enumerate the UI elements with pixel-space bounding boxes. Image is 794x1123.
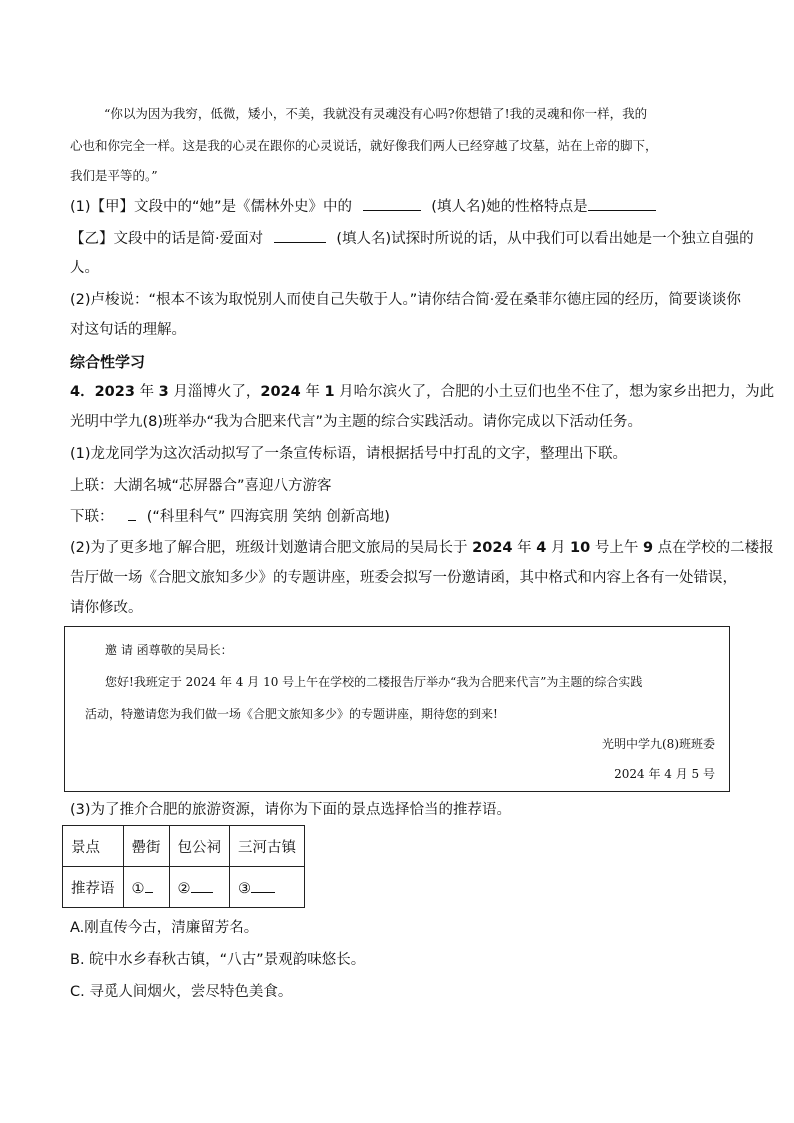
- q4-text: 年: [139, 384, 155, 400]
- q4-text: 月淄博火了，: [173, 384, 261, 400]
- q4-month-1: 1: [324, 384, 335, 400]
- q4-text: 点在学校的二楼报: [657, 540, 774, 556]
- table-cell-answer-1[interactable]: [123, 867, 169, 908]
- recommendation-table: [62, 825, 305, 908]
- q4-sub2-line-1: [70, 538, 774, 558]
- q2-line-1: (2)卢梭说：“根本不该为取悦别人而使自己失敬于人。”请你结合简·爱在桑菲尔德庄园的经历，简要谈谈你: [70, 292, 741, 308]
- q4-text: 号上午: [594, 540, 639, 556]
- table-header-cell: 罍街: [123, 826, 169, 867]
- q4-sub1: (1)龙龙同学为这次活动拟写了一条宣传标语，请根据括号中打乱的文字，整理出下联。: [70, 446, 628, 462]
- q4-number: 4．: [70, 384, 95, 400]
- q2-line-2: 对这句话的理解。: [70, 322, 186, 338]
- q4-text: 月哈尔滨火了，合肥的小土豆们也坐不住了，想为家乡出把力，为此: [339, 384, 775, 400]
- q4-year-2023: 2023: [94, 384, 135, 400]
- q1-line-a: [70, 196, 656, 217]
- letter-date: 2024 年 4 月 5 号: [614, 767, 715, 781]
- section-title: 综合性学习: [70, 353, 146, 371]
- table-cell-answer-2[interactable]: [169, 867, 230, 908]
- q1-trait-blank[interactable]: [588, 196, 656, 211]
- q1-a-prefix: (1)【甲】文段中的“她”是《儒林外史》中的: [70, 199, 353, 215]
- q4-month-3: 3: [158, 384, 169, 400]
- q4-text: 4: [536, 540, 547, 556]
- answer-marker: ①: [131, 880, 145, 897]
- option-b: B. 皖中水乡春秋古镇，“八古”景观韵味悠长。: [70, 952, 366, 968]
- answer-blank: [251, 878, 275, 893]
- table-header-cell: 包公祠: [169, 826, 230, 867]
- q4-upper-couplet: 上联：大湖名城“芯屏器合”喜迎八方游客: [70, 478, 332, 494]
- q1-b-mid: (填人名)试探时所说的话，从中我们可以看出她是一个独立自强的: [336, 231, 754, 247]
- q1-a-mid: (填人名)她的性格特点是: [431, 199, 588, 215]
- q1-line-b-end: 人。: [70, 260, 99, 276]
- q4-intro-line-1: [70, 382, 774, 402]
- invitation-letter-box: [64, 626, 730, 792]
- table-header-cell: 景点: [63, 826, 124, 867]
- lower-couplet-blank[interactable]: [128, 506, 136, 521]
- q4-text: 月: [550, 540, 566, 556]
- q4-text: 年: [517, 540, 532, 556]
- q4-sub3: (3)为了推介合肥的旅游资源，请你为下面的景点选择恰当的推荐语。: [70, 802, 512, 818]
- letter-heading: 邀 请 函尊敬的吴局长：: [105, 643, 233, 657]
- q4-lower-couplet: [70, 506, 390, 527]
- letter-body-1: 您好!我班定于 2024 年 4 月 10 号上午在学校的二楼报告厅举办“我为合肥来代言”为主题的综合实践: [105, 675, 643, 689]
- quote-line-3: 我们是平等的。”: [70, 168, 158, 183]
- table-row: [63, 867, 305, 908]
- quote-line-1: “你以为因为我穷，低微，矮小，不美，我就没有灵魂没有心吗?你想错了!我的灵魂和你一样，我的: [104, 106, 648, 121]
- q1-line-b: [70, 228, 754, 249]
- q4-text: (2)为了更多地了解合肥，班级计划邀请合肥文旅局的吴局长于: [70, 540, 468, 556]
- option-c: C. 寻觅人间烟火，尝尽特色美食。: [70, 984, 293, 1000]
- q4-text: 年: [305, 384, 320, 400]
- table-header-cell: 三河古镇: [230, 826, 305, 867]
- answer-marker: ③: [238, 880, 251, 897]
- letter-body-2: 活动，特邀请您为我们做一场《合肥文旅知多少》的专题讲座，期待您的到来!: [85, 707, 498, 721]
- q4-text: 10: [570, 540, 591, 556]
- answer-marker: ②: [177, 880, 191, 897]
- answer-blank: [145, 878, 153, 893]
- q4-year-2024: 2024: [260, 384, 301, 400]
- option-a: A.刚直传今古，清廉留芳名。: [70, 920, 259, 936]
- q4-intro-line-2: 光明中学九(8)班举办“我为合肥来代言”为主题的综合实践活动。请你完成以下活动任务。: [70, 414, 643, 430]
- table-cell-answer-3[interactable]: [230, 867, 305, 908]
- q1-name-blank[interactable]: [363, 196, 421, 211]
- q4-text: 9: [642, 540, 654, 556]
- letter-signature: 光明中学九(8)班班委: [602, 737, 715, 751]
- q1-b-prefix: 【乙】文段中的话是简·爱面对: [70, 231, 264, 247]
- q1-b-name-blank[interactable]: [274, 228, 326, 243]
- answer-blank: [191, 878, 213, 893]
- q4-sub2-line-3: 请你修改。: [70, 600, 143, 616]
- lower-couplet-words: (“科里科气” 四海宾朋 笑纳 创新高地): [146, 509, 390, 525]
- table-row: [63, 826, 305, 867]
- q4-sub2-line-2: 告厅做一场《合肥文旅知多少》的专题讲座，班委会拟写一份邀请函，其中格式和内容上各有一处错误，: [70, 570, 737, 586]
- lower-couplet-label: 下联：: [70, 509, 114, 525]
- table-cell: 推荐语: [63, 867, 124, 908]
- quote-line-2: 心也和你完全一样。这是我的心灵在跟你的心灵说话，就好像我们两人已经穿越了坟墓，站在上帝的脚下，: [70, 138, 658, 153]
- q4-text: 2024: [472, 540, 513, 556]
